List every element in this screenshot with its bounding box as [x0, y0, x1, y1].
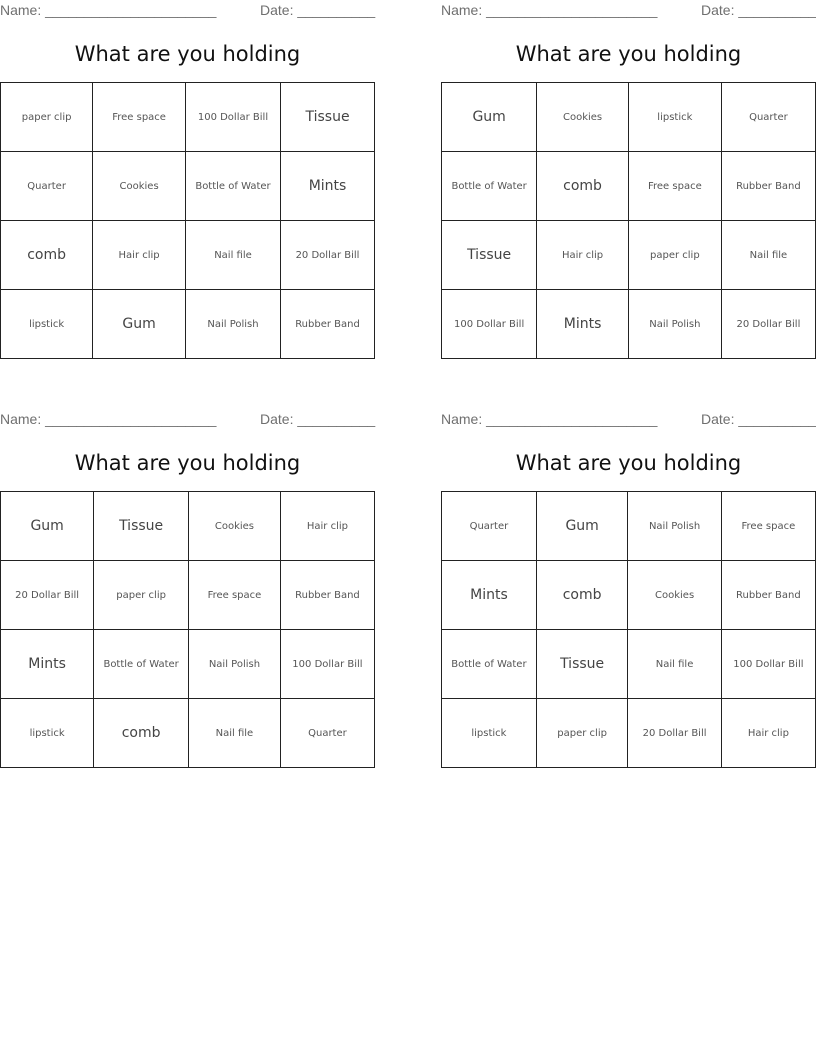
grid-cell: Free space: [93, 83, 186, 152]
grid-cell: Mints: [537, 290, 629, 359]
grid-cell: Nail Polish: [189, 630, 281, 699]
name-field-label: Name: ______________________: [0, 2, 217, 18]
grid-cell: 20 Dollar Bill: [281, 221, 375, 290]
grid-cell: Nail Polish: [628, 290, 721, 359]
grid-cell: Free space: [628, 152, 721, 221]
card-title: What are you holding: [74, 42, 301, 66]
grid-cell: Gum: [442, 83, 537, 152]
bingo-card-2: [441, 0, 816, 365]
grid-cell: Nail Polish: [628, 492, 721, 561]
grid-cell: 100 Dollar Bill: [280, 630, 374, 699]
grid-cell: Bottle of Water: [442, 630, 537, 699]
grid-cell: Nail file: [185, 221, 280, 290]
grid-cell: Free space: [189, 561, 281, 630]
name-field-label: Name: ______________________: [441, 2, 658, 18]
card-header: [0, 0, 375, 20]
bingo-grid: [0, 491, 375, 768]
grid-cell: comb: [1, 221, 93, 290]
grid-row: [1, 699, 375, 768]
card-title: What are you holding: [515, 451, 742, 475]
grid-cell: Tissue: [94, 492, 189, 561]
bingo-card-3: [0, 409, 375, 774]
grid-cell: Rubber Band: [721, 152, 815, 221]
grid-cell: Hair clip: [537, 221, 629, 290]
bingo-grid: [441, 82, 816, 359]
bingo-card-4: [441, 409, 816, 774]
date-field-label: Date: __________: [260, 411, 376, 427]
grid-cell: comb: [537, 152, 629, 221]
grid-row: [442, 699, 816, 768]
grid-cell: Rubber Band: [281, 290, 375, 359]
grid-cell: 100 Dollar Bill: [185, 83, 280, 152]
grid-cell: Gum: [93, 290, 186, 359]
grid-cell: Free space: [721, 492, 815, 561]
grid-row: [442, 152, 816, 221]
grid-cell: Hair clip: [93, 221, 186, 290]
date-field-label: Date: __________: [260, 2, 376, 18]
grid-cell: Tissue: [281, 83, 375, 152]
grid-cell: comb: [94, 699, 189, 768]
grid-cell: Bottle of Water: [185, 152, 280, 221]
grid-cell: lipstick: [442, 699, 537, 768]
grid-row: [442, 561, 816, 630]
grid-row: [1, 152, 375, 221]
grid-cell: Hair clip: [721, 699, 815, 768]
grid-cell: paper clip: [1, 83, 93, 152]
grid-row: [1, 492, 375, 561]
grid-row: [1, 630, 375, 699]
grid-cell: Mints: [281, 152, 375, 221]
grid-cell: paper clip: [628, 221, 721, 290]
grid-cell: comb: [536, 561, 628, 630]
bingo-grid: [441, 491, 816, 768]
grid-cell: lipstick: [1, 290, 93, 359]
grid-cell: Cookies: [628, 561, 721, 630]
grid-cell: lipstick: [1, 699, 94, 768]
grid-cell: Quarter: [280, 699, 374, 768]
grid-cell: Mints: [442, 561, 537, 630]
grid-cell: Bottle of Water: [94, 630, 189, 699]
grid-cell: Bottle of Water: [442, 152, 537, 221]
grid-cell: paper clip: [536, 699, 628, 768]
date-field-label: Date: __________: [701, 411, 816, 427]
grid-cell: Cookies: [93, 152, 186, 221]
card-header: [441, 409, 816, 429]
grid-cell: Tissue: [536, 630, 628, 699]
grid-row: [442, 290, 816, 359]
grid-row: [442, 83, 816, 152]
grid-cell: paper clip: [94, 561, 189, 630]
grid-cell: lipstick: [628, 83, 721, 152]
grid-row: [1, 561, 375, 630]
grid-cell: Tissue: [442, 221, 537, 290]
card-title: What are you holding: [74, 451, 301, 475]
grid-cell: Nail file: [628, 630, 721, 699]
grid-row: [1, 221, 375, 290]
grid-row: [442, 492, 816, 561]
bingo-card-1: [0, 0, 375, 365]
grid-cell: 20 Dollar Bill: [628, 699, 721, 768]
grid-row: [1, 83, 375, 152]
grid-cell: Cookies: [537, 83, 629, 152]
grid-cell: 20 Dollar Bill: [721, 290, 815, 359]
grid-cell: Gum: [536, 492, 628, 561]
grid-cell: Quarter: [1, 152, 93, 221]
grid-row: [442, 221, 816, 290]
grid-cell: 100 Dollar Bill: [442, 290, 537, 359]
grid-cell: 20 Dollar Bill: [1, 561, 94, 630]
card-title: What are you holding: [515, 42, 742, 66]
grid-cell: Rubber Band: [280, 561, 374, 630]
grid-cell: Gum: [1, 492, 94, 561]
grid-row: [1, 290, 375, 359]
grid-cell: 100 Dollar Bill: [721, 630, 815, 699]
grid-cell: Nail Polish: [185, 290, 280, 359]
card-header: [0, 409, 375, 429]
grid-row: [442, 630, 816, 699]
grid-cell: Quarter: [721, 83, 815, 152]
card-header: [441, 0, 816, 20]
name-field-label: Name: ______________________: [0, 411, 217, 427]
grid-cell: Cookies: [189, 492, 281, 561]
grid-cell: Nail file: [721, 221, 815, 290]
grid-cell: Hair clip: [280, 492, 374, 561]
bingo-grid: [0, 82, 375, 359]
grid-cell: Quarter: [442, 492, 537, 561]
grid-cell: Rubber Band: [721, 561, 815, 630]
grid-cell: Nail file: [189, 699, 281, 768]
date-field-label: Date: __________: [701, 2, 816, 18]
grid-cell: Mints: [1, 630, 94, 699]
name-field-label: Name: ______________________: [441, 411, 658, 427]
